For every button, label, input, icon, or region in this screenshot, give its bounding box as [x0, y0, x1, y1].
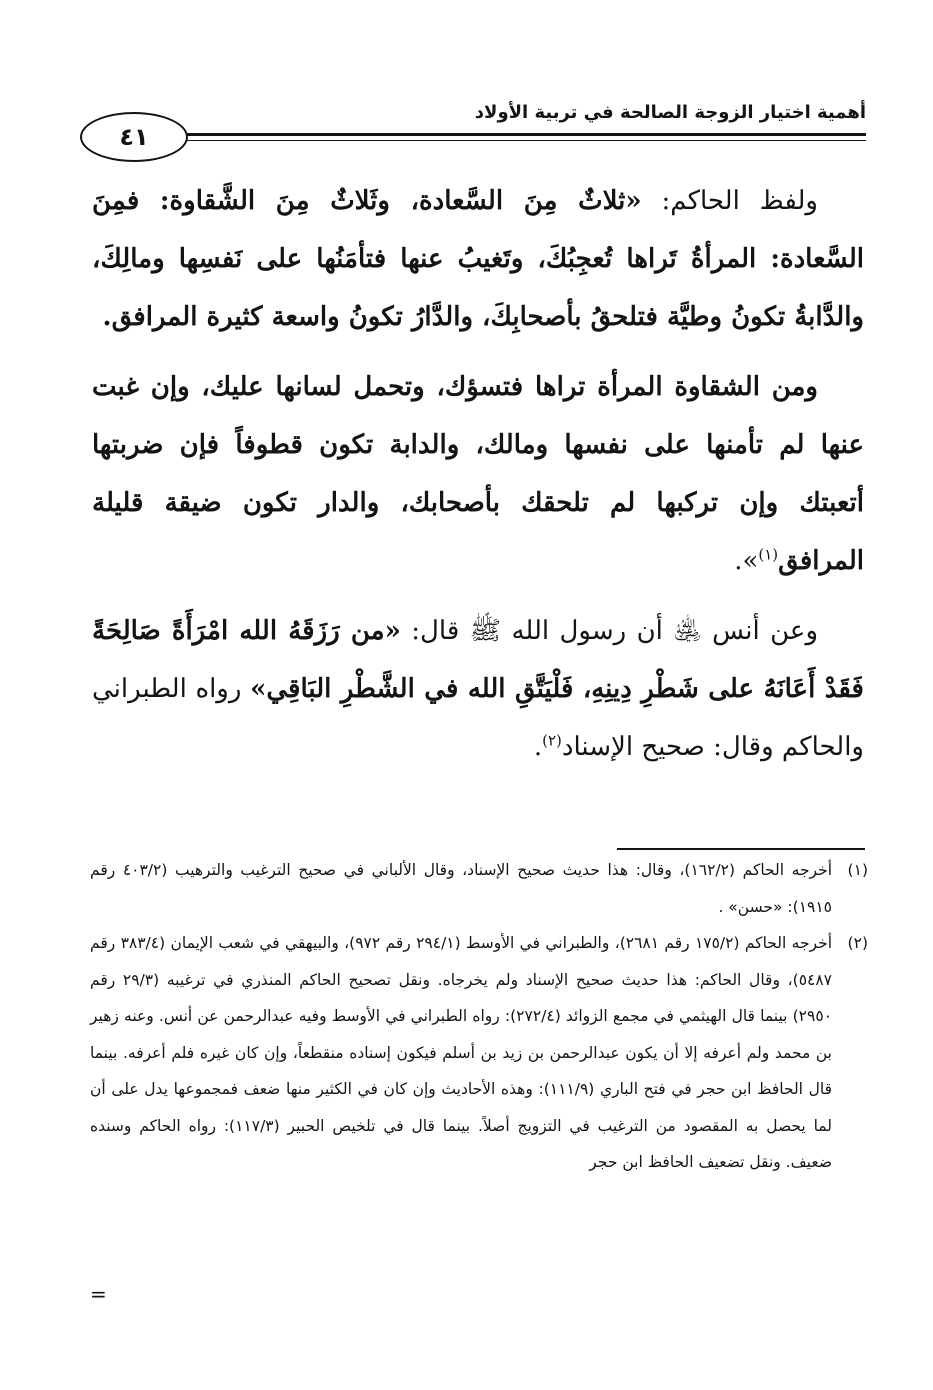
page-header [80, 100, 866, 162]
footnote-2 [90, 925, 868, 1181]
paragraph-end: . [533, 732, 543, 762]
paragraph-intro: ولفظ الحاكم: [641, 186, 818, 216]
paragraph-intro: وعن أنس ﵁ أن رسول الله ﷺ قال: [400, 616, 818, 646]
paragraph-misery [92, 358, 864, 590]
page-number-label: ٤١ [119, 123, 149, 151]
footnote-marker: (٢) [847, 934, 868, 952]
attribution-text: رواه الطبراني والحاكم وقال: صحيح الإسناد [92, 674, 864, 762]
footnote-separator [617, 848, 865, 850]
footnote-marker: (١) [847, 861, 868, 879]
continuation-mark: = [90, 1282, 107, 1306]
header-rule [172, 133, 866, 141]
page-number [80, 112, 188, 162]
footnote-reference-1: (١) [758, 545, 779, 564]
main-text [92, 172, 864, 788]
footnote-text: أخرجه الحاكم (١٧٥/٢ رقم ٢٦٨١)، والطبراني في الأوسط (٢٩٤/١ رقم ٩٧٢)، والبيهقي في شعب الإيمان (٣٨٣/٤ رقم ٥٤٨٧)، وقال الحاكم: هذا حديث صحيح الإسناد ولم يخرجاه. ونقل تصحيح الحاكم المنذري في ترغيبه (٢٩/٣ رقم ٢٩٥٠) بينما قال الهيثمي في مجمع الزوائد (٢٧٢/٤): رواه الطبراني في الأوسط وفيه عبدالرحمن عن أنس. وعنه زهير بن محمد ولم أعرفه إلا أن يكون عبدالرحمن بن زيد بن أسلم فيكون إسناده منقطعاً، وإن كان غيره فلم أعرفه. بينما قال الحافظ ابن حجر في فتح الباري (١١١/٩): وهذه الأحاديث وإن كان في الكثير منها ضعف فمجموعها يدل على أن لما يحصل به المقصود من الترغيب في التزويج أصلاً. بينما قال في تلخيص الحبير (١١٧/٣): رواه الحاكم وسنده ضعيف. ونقل تضعيف الحافظ ابن حجر [90, 934, 832, 1171]
footnote-text: أخرجه الحاكم (١٦٢/٢)، وقال: هذا حديث صحيح الإسناد، وقال الألباني في صحيح الترغيب والترهيب (٤٠٣/٢ رقم ١٩١٥): «حسن» . [90, 861, 833, 916]
paragraph-hakim-wording [92, 172, 864, 346]
paragraph-end: ». [734, 546, 759, 576]
footnote-1 [90, 852, 868, 925]
running-title: أهمية اختيار الزوجة الصالحة في تربية الأولاد [474, 102, 866, 123]
hadith-text: «من رَزَقَهُ الله امْرَأَةً صَالِحَةً فَقَدْ أَعَانَهُ على شَطْرِ دِينِهِ، فَلْيَتَّقِ الله في الشَّطْرِ البَاقِي» [92, 616, 864, 704]
footnote-reference-2: (٢) [542, 731, 562, 750]
hadith-text: ومن الشقاوة المرأة تراها فتسؤك، وتحمل لسانها عليك، وإن غبت عنها لم تأمنها على نفسها ومالك، والدابة تكون قطوفاً فإن ضربتها أتعبتك وإن تركبها لم تلحقك بأصحابك، والدار تكون ضيقة قليلة المرافق [92, 372, 864, 576]
footnotes [90, 852, 868, 1181]
hadith-text: «ثلاثٌ مِنَ السَّعادة، وثَلاثٌ مِنَ الشَّقاوة: فمِنَ السَّعادة: المرأةُ تَراها تُعجِبُكَ، وتَغيبُ عنها فتأمَنُها على نَفسِها ومالِكَ، والدَّابةُ تكونُ وطيَّة فتلحقُ بأصحابِكَ، والدَّارُ تكونُ واسعة كثيرة المرافق. [92, 186, 864, 332]
paragraph-anas [92, 602, 864, 776]
